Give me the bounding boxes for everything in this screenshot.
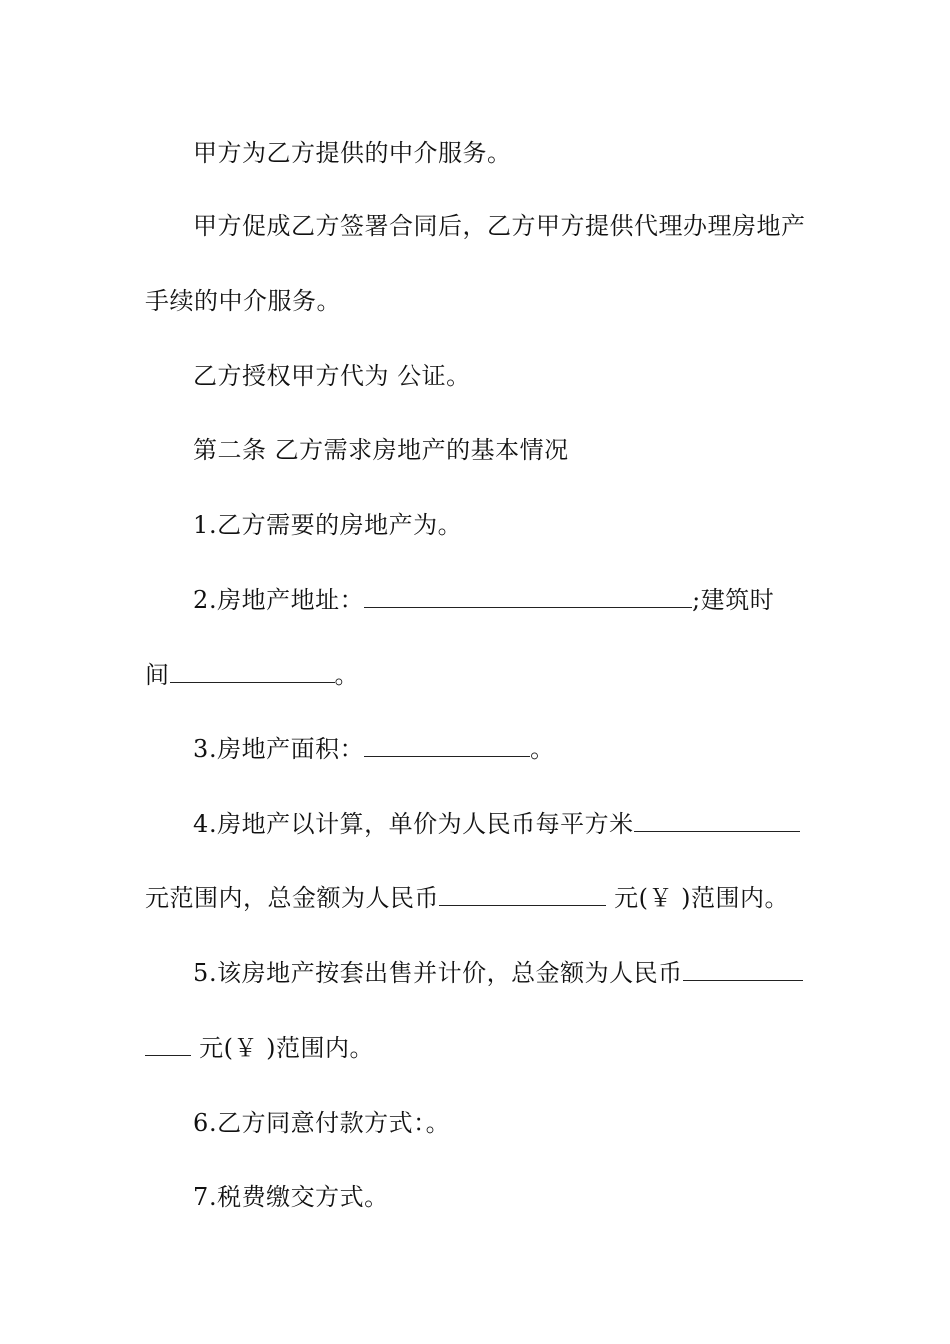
section-heading-article-2 bbox=[193, 433, 810, 467]
address-blank-field[interactable] bbox=[364, 585, 692, 608]
text: 甲方为乙方提供的中介服务。 bbox=[193, 139, 512, 167]
area-blank-field[interactable] bbox=[364, 734, 530, 757]
item-7-tax-payment bbox=[193, 1180, 810, 1214]
package-amount-blank-field[interactable] bbox=[683, 958, 803, 981]
item-4-total-amount bbox=[145, 881, 810, 915]
paragraph-contract-signing bbox=[193, 209, 810, 243]
construction-time-blank-field[interactable] bbox=[170, 660, 335, 683]
item-2-property-address bbox=[193, 583, 810, 617]
item-6-payment-method bbox=[193, 1106, 810, 1140]
item-number: 7 bbox=[193, 1183, 209, 1211]
text: ;建筑时 bbox=[692, 586, 775, 614]
text: 元(￥ )范围内。 bbox=[606, 884, 789, 912]
text: .房地产以计算，单价为人民币每平方米 bbox=[209, 810, 634, 838]
package-amount-blank-field-continued[interactable] bbox=[145, 1033, 191, 1056]
item-5-package-amount-continued bbox=[145, 1031, 810, 1065]
text: 元范围内，总金额为人民币 bbox=[145, 884, 439, 912]
text: .税费缴交方式。 bbox=[209, 1183, 389, 1211]
item-number: 1 bbox=[193, 511, 209, 539]
text: .乙方需要的房地产为。 bbox=[209, 511, 463, 539]
item-5-sale-by-unit bbox=[193, 956, 810, 990]
text: 乙方授权甲方代为 公证。 bbox=[193, 362, 471, 390]
item-number: 3 bbox=[193, 735, 209, 763]
text: .乙方同意付款方式：。 bbox=[209, 1109, 451, 1137]
item-1-property-type bbox=[193, 508, 810, 542]
text: 间 bbox=[145, 661, 170, 689]
text: 。 bbox=[334, 661, 359, 689]
item-3-property-area bbox=[193, 732, 810, 766]
text: 手续的中介服务。 bbox=[145, 287, 341, 315]
text: 甲方促成乙方签署合同后，乙方甲方提供代理办理房地产 bbox=[193, 212, 806, 240]
paragraph-notarization bbox=[193, 359, 810, 393]
item-number: 4 bbox=[193, 810, 209, 838]
text: 。 bbox=[530, 735, 555, 763]
item-4-unit-price bbox=[193, 807, 810, 841]
text: .房地产面积： bbox=[209, 735, 365, 763]
text: 第二条 乙方需求房地产的基本情况 bbox=[193, 436, 569, 464]
item-number: 6 bbox=[193, 1109, 209, 1137]
paragraph-intermediary-service bbox=[193, 136, 810, 170]
total-amount-blank-field[interactable] bbox=[439, 883, 606, 906]
item-2-construction-time bbox=[145, 658, 810, 692]
text: .房地产地址： bbox=[209, 586, 365, 614]
item-number: 5 bbox=[193, 959, 209, 987]
item-number: 2 bbox=[193, 586, 209, 614]
text: 元(￥ )范围内。 bbox=[191, 1034, 374, 1062]
unit-price-blank-field[interactable] bbox=[634, 809, 800, 832]
paragraph-contract-signing-continued bbox=[145, 284, 810, 318]
text: .该房地产按套出售并计价，总金额为人民币 bbox=[209, 959, 683, 987]
